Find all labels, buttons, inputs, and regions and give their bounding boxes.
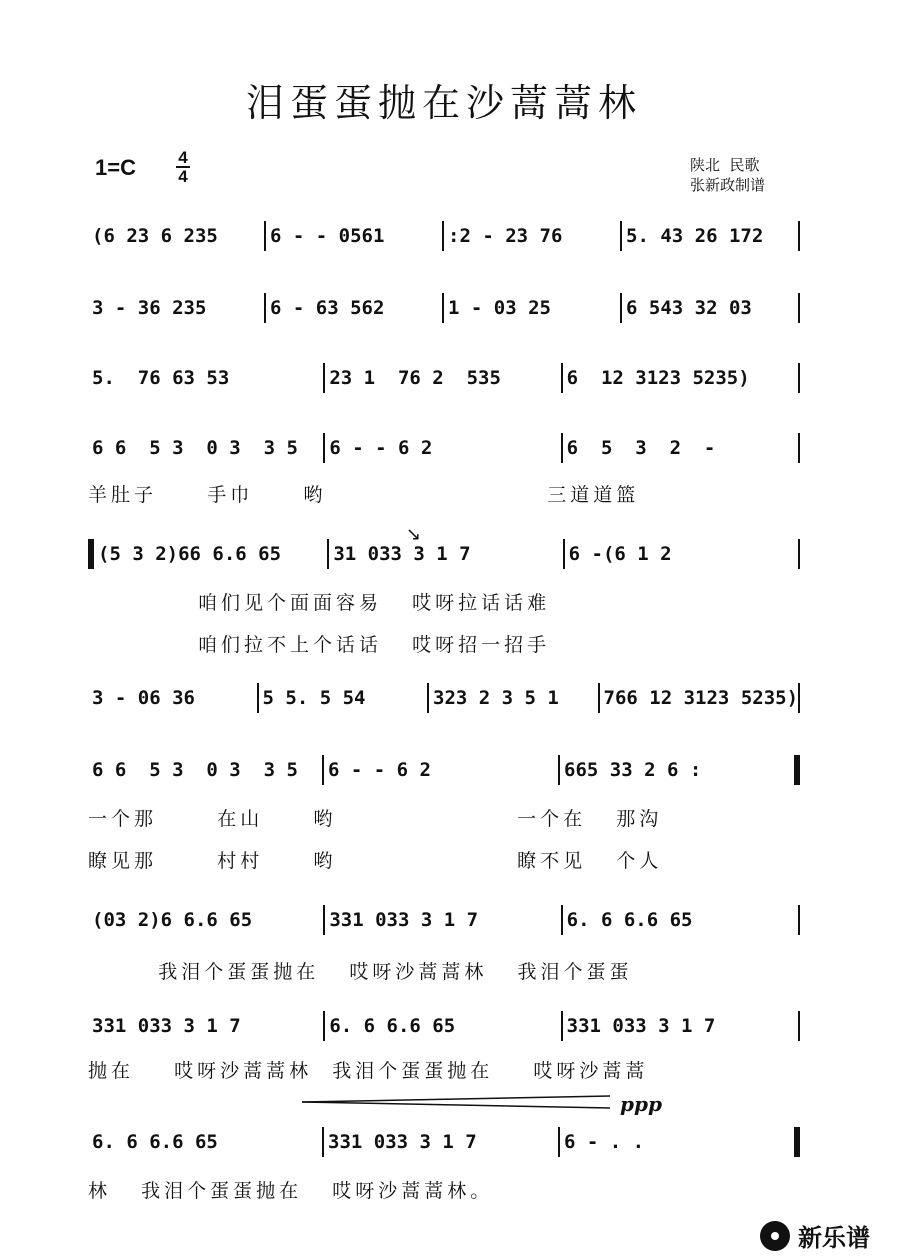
- measure: (03 2)6 6.6 65: [92, 909, 253, 931]
- measure: 6. 6 6.6 65: [566, 909, 693, 931]
- meter-bottom: 4: [178, 167, 188, 186]
- barline: [794, 1127, 800, 1157]
- meter-top: 4: [178, 148, 188, 167]
- measure: 331 033 3 1 7: [328, 1131, 477, 1153]
- measure: 31 033 3 1 7: [333, 543, 471, 565]
- measure: 331 033 3 1 7: [329, 909, 479, 931]
- notation-row: [88, 222, 800, 250]
- lyric-line: 抛在 哎呀沙蒿蒿林 我泪个蛋蛋抛在 哎呀沙蒿蒿: [88, 1060, 649, 1082]
- notation-row: [88, 906, 800, 934]
- measure: 5. 76 63 53: [92, 367, 230, 389]
- measure: 5. 43 26 172: [626, 225, 764, 247]
- record-disc-icon: [760, 1221, 790, 1251]
- accent-arrow-icon: ↘: [406, 524, 422, 545]
- notation-row: [88, 540, 800, 568]
- lyric-line: 林 我泪个蛋蛋抛在 哎呀沙蒿蒿林。: [88, 1180, 494, 1202]
- measure: :2 - 23 76: [448, 225, 563, 247]
- brand-logo: [760, 1218, 870, 1253]
- barline: [798, 363, 800, 393]
- measure: 6 - - 6 2: [328, 759, 431, 781]
- notation-row: [88, 364, 800, 392]
- notation-row: [88, 434, 800, 462]
- lyric-line: 一个那 在山 哟 一个在 那沟: [88, 808, 663, 830]
- measure: 3 - 06 36: [92, 687, 195, 709]
- measure: (6 23 6 235: [92, 225, 218, 247]
- measure: 6 -(6 1 2: [568, 543, 672, 565]
- credits: [690, 155, 765, 195]
- measure: 766 12 3123 5235): [603, 687, 799, 709]
- lyric-line: 咱们拉不上个话话 哎呀招一招手: [198, 634, 551, 656]
- measure: 6 - - 6 2: [329, 437, 433, 459]
- barline: [798, 539, 800, 569]
- lyric-line: 瞭见那 村村 哟 瞭不见 个人: [88, 850, 663, 872]
- measure: 6 5 3 2 -: [566, 437, 716, 459]
- barline: [794, 755, 800, 785]
- logo-text: 新乐谱: [798, 1224, 870, 1252]
- measure: 6 6 5 3 0 3 3 5: [92, 437, 298, 459]
- measure: 23 1 76 2 535: [329, 367, 501, 389]
- decrescendo-hairpin-icon: [300, 1094, 620, 1110]
- notation-row: [88, 294, 800, 322]
- measure: 3 - 36 235: [92, 297, 207, 319]
- barline: [798, 683, 800, 713]
- notation-row: [88, 756, 800, 784]
- lyric-line: 羊肚子 手巾 哟 三道道篮: [88, 484, 640, 506]
- key-signature: 1=C: [95, 155, 136, 180]
- measure: 6 6 5 3 0 3 3 5: [92, 759, 298, 781]
- dynamic-marking: ppp: [620, 1092, 662, 1116]
- notation-row: [88, 1128, 800, 1156]
- measure: (5 3 2)66 6.6 65: [98, 543, 282, 565]
- measure: 331 033 3 1 7: [92, 1015, 241, 1037]
- measure: 6 - 63 562: [270, 297, 385, 319]
- barline: [798, 1011, 800, 1041]
- measure: 6. 6 6.6 65: [329, 1015, 456, 1037]
- barline: [798, 221, 800, 251]
- song-title: 泪蛋蛋抛在沙蒿蒿林: [245, 81, 642, 125]
- measure: 5 5. 5 54: [262, 687, 366, 709]
- measure: 6. 6 6.6 65: [92, 1131, 218, 1153]
- measure: 6 - . .: [564, 1131, 645, 1153]
- credit-origin: 陕北 民歌: [690, 156, 760, 174]
- time-signature: [176, 150, 190, 184]
- measure: 6 - - 0561: [270, 225, 385, 247]
- lyric-line: 我泪个蛋蛋抛在 哎呀沙蒿蒿林 我泪个蛋蛋: [88, 961, 633, 983]
- lyric-line: 咱们见个面面容易 哎呀拉话话难: [198, 592, 551, 614]
- measure: 6 12 3123 5235): [566, 367, 750, 389]
- measure: 1 - 03 25: [448, 297, 551, 319]
- barline: [798, 905, 800, 935]
- measure: 6 543 32 03: [626, 297, 752, 319]
- barline: [798, 433, 800, 463]
- notation-row: [88, 1012, 800, 1040]
- measure: 665 33 2 6 :: [564, 759, 702, 781]
- credit-arranger: 张新政制谱: [690, 176, 766, 194]
- notation-row: [88, 684, 800, 712]
- barline: [798, 293, 800, 323]
- measure: 331 033 3 1 7: [566, 1015, 716, 1037]
- measure: 323 2 3 5 1: [433, 687, 559, 709]
